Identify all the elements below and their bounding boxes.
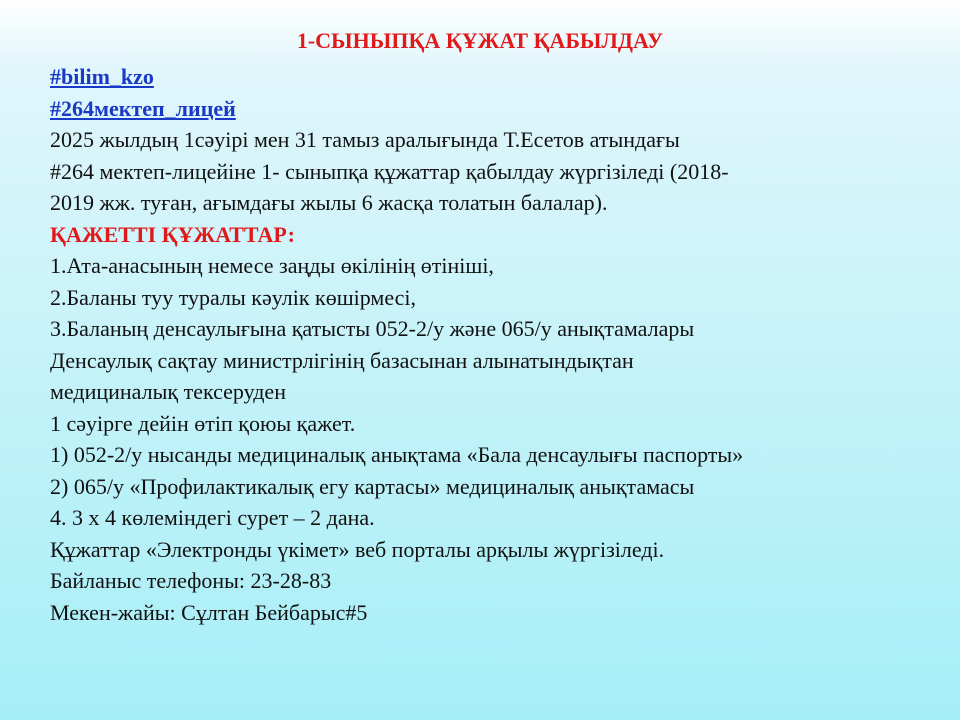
slide-title: 1-СЫНЫПҚА ҚҰЖАТ ҚАБЫЛДАУ [296, 28, 664, 53]
document-item: 3.Баланың денсаулығына қатысты 052-2/у және 065/у анықтамалары [50, 316, 695, 341]
document-item: 1 сәуірге дейін өтіп қоюы қажет. [50, 410, 356, 436]
document-item: 4. 3 х 4 көлеміндегі сурет – 2 дана. [50, 505, 375, 530]
hashtag-bilim-kzo-link[interactable]: #bilim_kzo [50, 64, 154, 89]
intro-line-1: 2025 жылдың 1сәуірі мен 31 тамыз аралығында Т.Есетов атындағы [50, 127, 680, 152]
hashtag-264-school-link[interactable]: #264мектеп_лицей [50, 95, 236, 121]
required-documents-heading: ҚАЖЕТТІ ҚҰЖАТТАР: [50, 221, 295, 247]
document-item: 1.Ата-анасының немесе заңды өкілінің өтініші, [50, 253, 494, 278]
address: Мекен-жайы: Сұлтан Бейбарыс#5 [50, 599, 368, 625]
document-item: Денсаулық сақтау министрлігінің базасынан алынатындықтан [50, 347, 634, 373]
submission-info: Құжаттар «Электронды үкімет» веб порталы арқылы жүргізіледі. [50, 536, 665, 562]
contact-phone: Байланыс телефоны: 23-28-83 [50, 568, 332, 593]
document-item: 2.Баланы туу туралы кәулік көшірмесі, [50, 284, 417, 310]
intro-line-3: 2019 жж. туған, ағымдағы жылы 6 жасқа толатын балалар). [50, 190, 608, 215]
document-item: 2) 065/у «Профилактикалық егу картасы» медициналық анықтамасы [50, 473, 695, 499]
document-item: медициналық тексеруден [50, 379, 286, 404]
intro-line-2: #264 мектеп-лицейіне 1- сыныпқа құжаттар қабылдау жүргізіледі (2018- [50, 158, 729, 184]
document-item: 1) 052-2/у нысанды медициналық анықтама «Бала денсаулығы паспорты» [50, 442, 744, 467]
slide-content [50, 61, 930, 628]
